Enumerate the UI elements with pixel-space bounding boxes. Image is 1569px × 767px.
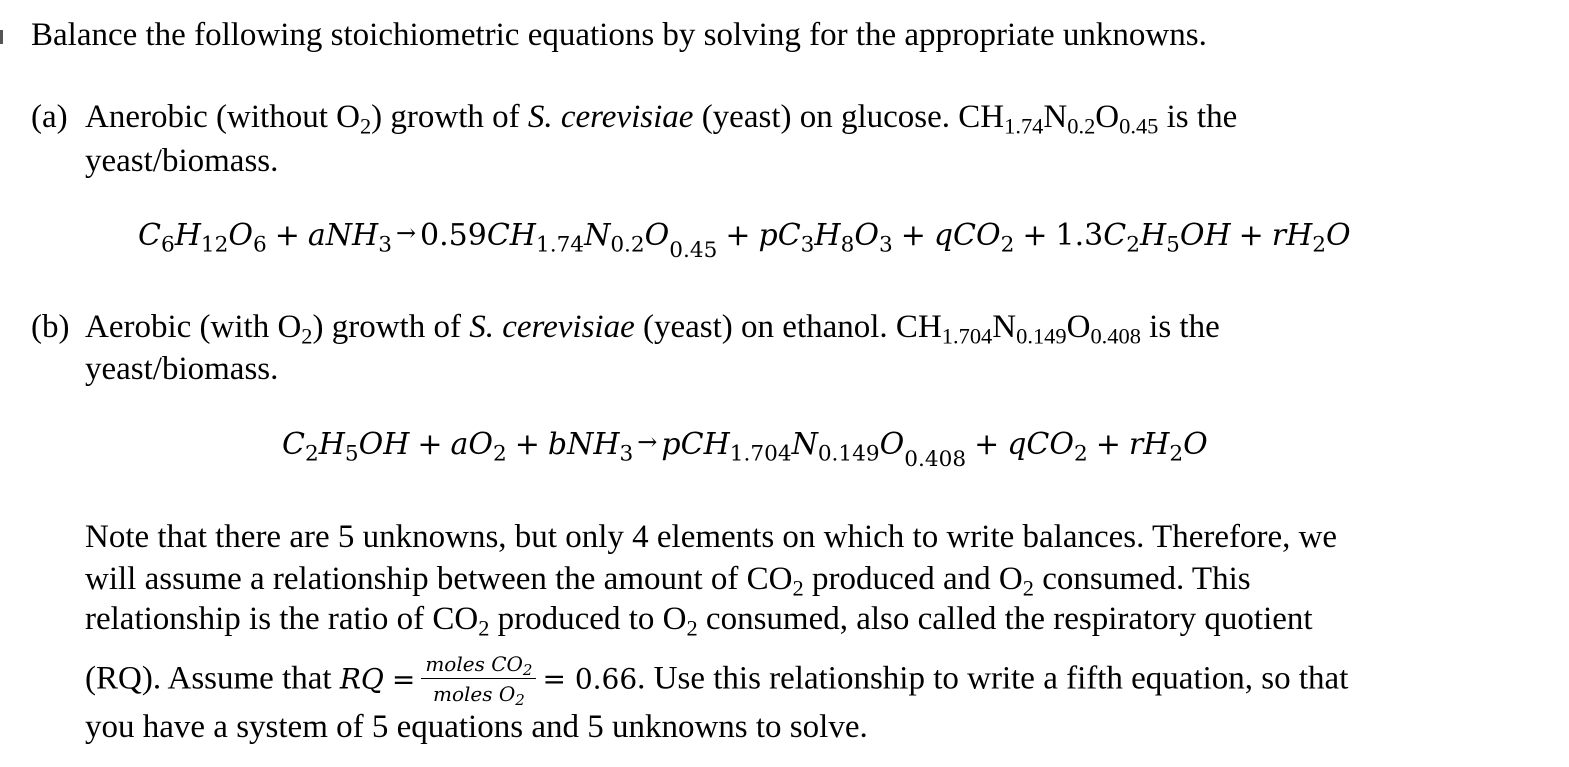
rq-value: = 0.66: [542, 662, 638, 696]
part-b-label: (b): [31, 309, 70, 345]
note-line3: relationship is the ratio of $CO_2$ produced to $O_2$ consumed, also called the respiratory quotient: [85, 601, 1313, 641]
part-a-description-line1: Anerobic (without $O_2$) growth of S. cerevisiae (yeast) on glucose. $CH_{1.74}N_{0.2}O_{0.45}$ is the: [85, 99, 1238, 139]
part-a-label: (a): [31, 99, 68, 135]
intro-text: Balance the following stoichiometric equations by solving for the appropriate unknowns.: [31, 17, 1207, 53]
page-edge-mark: [0, 30, 3, 44]
organism-name: S. cerevisiae: [527, 99, 694, 135]
rq-symbol: RQ: [339, 662, 384, 696]
note-line4: (RQ). Assume that RQ = $\frac{moles CO_2}{moles O_2}$ = 0.66. Use this relationship to write a fifth equation, so that: [85, 652, 1349, 710]
part-b-description-line1: Aerobic (with $O_2$) growth of S. cerevisiae (yeast) on ethanol. $CH_{1.704}N_{0.149}O_{0.408}$ is the: [85, 309, 1220, 349]
note-line2: will assume a relationship between the amount of $CO_2$ produced and $O_2$ consumed. This: [85, 561, 1251, 601]
note-line1: Note that there are 5 unknowns, but only 4 elements on which to write balances. Therefore, we: [85, 519, 1338, 555]
reaction-arrow: →: [395, 219, 417, 247]
equation-b: $C_2H_5OH + aO_2 + bNH_3 \to pCH_{1.704}N_{0.149}O_{0.408} + qCO_2 + rH_2O$: [282, 427, 1208, 472]
part-b-description-line2: yeast/biomass.: [85, 351, 279, 387]
part-a-description-line2: yeast/biomass.: [85, 143, 279, 179]
equation-a: $C_6H_{12}O_6 + aNH_3 \to 0.59CH_{1.74}N_{0.2}O_{0.45} + pC_3H_8O_3 + qCO_2 + 1.3C_2H_5OH + rH_2O$: [138, 218, 1351, 263]
organism-name: S. cerevisiae: [469, 309, 635, 345]
reaction-arrow: →: [637, 428, 658, 456]
rq-fraction: $\frac{moles CO_2}{moles O_2}$: [421, 652, 536, 706]
note-line5: you have a system of 5 equations and 5 unknowns to solve.: [85, 709, 868, 745]
